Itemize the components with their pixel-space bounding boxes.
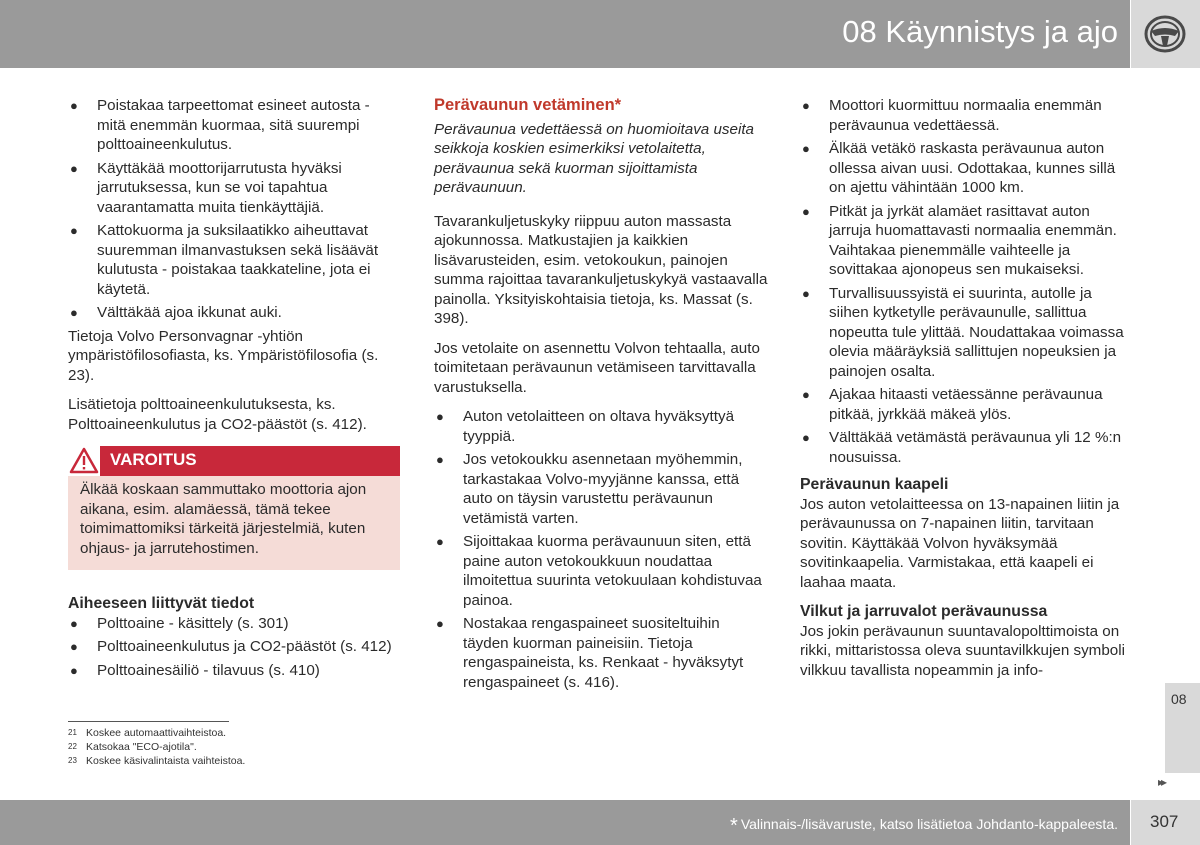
warning-triangle-icon: [68, 446, 100, 476]
list-item: ● Moottori kuormittuu normaalia enemmän perävaunua vedettäessä.: [802, 97, 1102, 134]
list-item: ● Sijoittakaa kuorma perävaunuun siten, että paine auton vetokoukkuun noudattaa ilmoitettua suurinta vetokuulaan kohdistuvaa painoa.: [436, 533, 762, 609]
related-link[interactable]: ● Polttoaineenkulutus ja CO2-päästöt (s. 412): [70, 638, 392, 655]
page-number: 307: [1150, 812, 1179, 831]
related-link[interactable]: ● Polttoainesäiliö - tilavuus (s. 410): [70, 661, 320, 679]
paragraph: Tietoja Volvo Personvagnar -yhtiön ympäristöfilosofiasta, ks. Ympäristöfilosofia (s. 23).: [68, 327, 379, 384]
warning-title: VAROITUS: [110, 450, 197, 469]
chapter-icon-box: [1131, 0, 1200, 68]
list-item: ● Älkää vetäkö raskasta perävaunua auton ollessa aivan uusi. Odottakaa, kunnes sillä on ajettu vähintään 1000 km.: [802, 140, 1116, 196]
list-item: ● Kattokuorma ja suksilaatikko aiheuttavat suuremman ilmanvastuksen sekä lisäävät kulutusta - poistakaa taakkateline, jota ei käytetä.: [70, 222, 379, 298]
next-page-arrow-icon[interactable]: ▸▸: [1158, 775, 1165, 789]
section-intro: Perävaunua vedettäessä on huomioitava useita seikkoja koskien esimerkiksi vetolaitetta, perävaunua sekä kuorman sijoittamista perävaunuun.: [434, 120, 754, 196]
warning-text: Älkää koskaan sammuttako moottoria ajon aikana, esim. alamäessä, tämä tekee toimimattomiksi tärkeitä järjestelmiä, kuten ohjaus- ja jarrutehostimen.: [68, 476, 400, 570]
paragraph: Jos jokin perävaunun suuntavalopolttimoista on rikki, mittaristossa oleva suuntavilkkujen symboli vilkkuu tavallista nopeammin ja info-: [800, 622, 1125, 679]
section-heading: Perävaunun vetäminen*: [434, 96, 622, 114]
column-left: [68, 96, 400, 684]
paragraph: Jos auton vetolaitteessa on 13-napainen liitin ja perävaunussa on 7-napainen liitin, tarvitaan sovitin. Käyttäkää Volvon hyväksymää sovitinkaapelia. Varmistakaa, että kaapeli ei laahaa maata.: [800, 495, 1120, 591]
paragraph: Jos vetolaite on asennettu Volvon tehtaalla, auto toimitetaan perävaunun vetämiseen tarvittavalla varustuksella.: [434, 339, 760, 396]
paragraph: Lisätietoja polttoaineenkulutuksesta, ks. Polttoaineenkulutus ja CO2-päästöt (s. 412).: [68, 396, 367, 433]
list-item: ● Välttäkää ajoa ikkunat auki.: [70, 304, 282, 321]
footer-note: * Valinnais-/lisävaruste, katso lisätietoa Johdanto-kappaleesta.: [730, 815, 1118, 837]
subheading: Vilkut ja jarruvalot perävaunussa: [800, 603, 1048, 620]
list-item: ● Ajakaa hitaasti vetäessänne perävaunua pitkää, jyrkkää mäkeä ylös.: [802, 386, 1103, 423]
warning-box: [68, 446, 400, 570]
footnote: $^{22}$ Katsokaa "ECO-ajotila".: [68, 741, 197, 753]
related-list: [68, 614, 400, 681]
chapter-tab-number: 08: [1171, 691, 1187, 707]
towing-list-continued: [800, 96, 1132, 467]
steering-wheel-icon: [1143, 14, 1187, 54]
towing-list: [434, 407, 768, 692]
footnote: $^{21}$ Koskee automaattivaihteistoa.: [68, 727, 227, 739]
list-item: ● Poistakaa tarpeettomat esineet autosta - mitä enemmän kuormaa, sitä suurempi polttoaineenkulutus.: [70, 97, 370, 153]
tips-list: [68, 96, 400, 323]
column-middle: [434, 96, 768, 696]
subheading: Perävaunun kaapeli: [800, 476, 949, 493]
related-link[interactable]: ● Polttoaine - käsittely (s. 301): [70, 614, 289, 632]
column-right: [800, 96, 1132, 690]
list-item: ● Käyttäkää moottorijarrutusta hyväksi jarrutuksessa, kun se voi tapahtua vaarantamatta muita tienkäyttäjiä.: [70, 159, 342, 216]
related-heading: Aiheeseen liittyvät tiedot: [68, 595, 255, 612]
footnote: $^{23}$ Koskee käsivalintaista vaihteistoa.: [68, 755, 246, 767]
paragraph: Tavarankuljetuskyky riippuu auton massasta ajokunnossa. Matkustajien ja kaikkien lisävarusteiden, esim. vetokoukun, painojen summa rajoittaa tavarankuljetuskykyä vastaavalla painolla. Yksityiskohtaisia tietoja, ks. Massat (s. 398).: [434, 212, 768, 327]
list-item: ● Pitkät ja jyrkät alamäet rasittavat auton jarruja huomattavasti normaalia enemmän. Vaihtakaa pienemmälle vaihteelle ja sovittakaa ajonopeus sen mukaiseksi.: [802, 202, 1117, 278]
list-item: ● Nostakaa rengaspaineet suositeltuihin täyden kuorman paineisiin. Tietoja rengaspaineista, ks. Renkaat - hyväksytyt rengaspaineet (s. 416).: [436, 615, 744, 691]
chapter-title: 08 Käynnistys ja ajo: [842, 14, 1118, 49]
list-item: ● Turvallisuussyistä ei suurinta, autolle ja siihen kytketylle perävaunulle, sallittua nopeutta tule ylittää. Noudattakaa voimassa olevia määräyksiä sallittujen nopeuksien ja painojen osalta.: [802, 284, 1124, 380]
warning-header: [68, 446, 400, 476]
list-item: ● Auton vetolaitteen on oltava hyväksyttyä tyyppiä.: [436, 408, 735, 445]
list-item: ● Välttäkää vetämästä perävaunua yli 12 %:n nousuissa.: [802, 429, 1122, 466]
list-item: ● Jos vetokoukku asennetaan myöhemmin, tarkastakaa Volvo-myyjänne kanssa, että auto on täysin varustettu perävaunun vetämistä varten.: [436, 451, 743, 527]
footnote-divider: [68, 721, 229, 722]
